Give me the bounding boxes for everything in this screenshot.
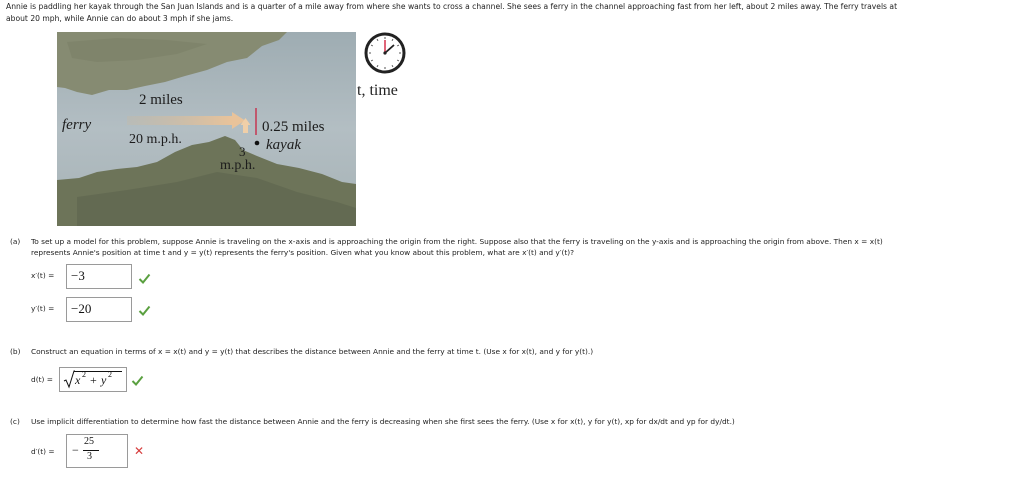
- x-prime-value: −3: [71, 268, 85, 283]
- part-b-text: Construct an equation in terms of x = x(t) and y = y(t) that describes the distance between Annie and the ferry at time t. (Use x for x(t), and y for y(t).): [31, 347, 594, 356]
- cross-icon: ✕: [134, 444, 145, 458]
- check-icon: [131, 375, 144, 386]
- part-a-text-line-2: represents Annie's position at time t and y = y(t) represents the ferry's position. Given what you know about this problem, what are x′(t) and y′(t)?: [31, 248, 575, 257]
- distance-label: 2 miles: [139, 92, 183, 108]
- d-prime-numerator: 25: [84, 436, 94, 447]
- ferry-speed-label: 20 m.p.h.: [129, 132, 182, 147]
- problem-line-2: about 20 mph, while Annie can do about 3 mph if she jams.: [6, 13, 234, 23]
- x-prime-input[interactable]: [66, 264, 132, 289]
- check-icon: [138, 305, 151, 316]
- x-prime-label: x′(t) =: [31, 271, 55, 280]
- sqrt-symbol: [63, 370, 75, 389]
- d-value-exp-1: 2: [82, 370, 86, 379]
- d-prime-denominator: 3: [87, 451, 92, 462]
- d-value-plus: +: [90, 373, 97, 387]
- y-prime-input[interactable]: [66, 297, 132, 322]
- offset-label: 0.25 miles: [262, 119, 325, 135]
- problem-statement: [6, 1, 1018, 24]
- problem-line-1: Annie is paddling her kayak through the San Juan Islands and is a quarter of a mile away from where she wants to cross a channel. She sees a ferry in the channel approaching fast from her left, about 2 miles away. The ferry travels at: [6, 2, 898, 11]
- d-prime-input[interactable]: [66, 434, 128, 468]
- d-prime-label: d′(t) =: [31, 447, 55, 456]
- part-a-tag: (a): [10, 237, 21, 246]
- d-label: d(t) =: [31, 375, 53, 384]
- time-label: t, time: [357, 82, 398, 99]
- kayak-speed-unit: m.p.h.: [220, 158, 256, 173]
- ferry-label: ferry: [62, 117, 92, 133]
- check-icon: [138, 273, 151, 284]
- y-prime-label: y′(t) =: [31, 304, 55, 313]
- d-value-x: x: [75, 373, 81, 387]
- part-b-tag: (b): [10, 347, 21, 356]
- d-prime-sign: −: [72, 443, 79, 457]
- part-c-text: Use implicit differentiation to determine how fast the distance between Annie and the ferry is decreasing when she first sees the ferry. (Use x for x(t), y for y(t), xp for dx/dt and yp for dy/dt.): [31, 417, 735, 426]
- kayak-label: kayak: [266, 137, 301, 153]
- d-value-y: y: [101, 373, 107, 387]
- part-c-tag: (c): [10, 417, 20, 426]
- d-input[interactable]: [59, 367, 127, 392]
- part-a-text-line-1: To set up a model for this problem, suppose Annie is traveling on the x-axis and is approaching the origin from the right. Suppose also that the ferry is traveling on the y-axis and is approaching the origin from above. Then x = x(t): [31, 237, 883, 246]
- d-value-exp-2: 2: [108, 370, 112, 379]
- problem-figure: [57, 32, 356, 226]
- kayak-speed-number: 3: [239, 144, 246, 159]
- y-prime-value: −20: [71, 301, 92, 316]
- clock-icon: [364, 32, 406, 74]
